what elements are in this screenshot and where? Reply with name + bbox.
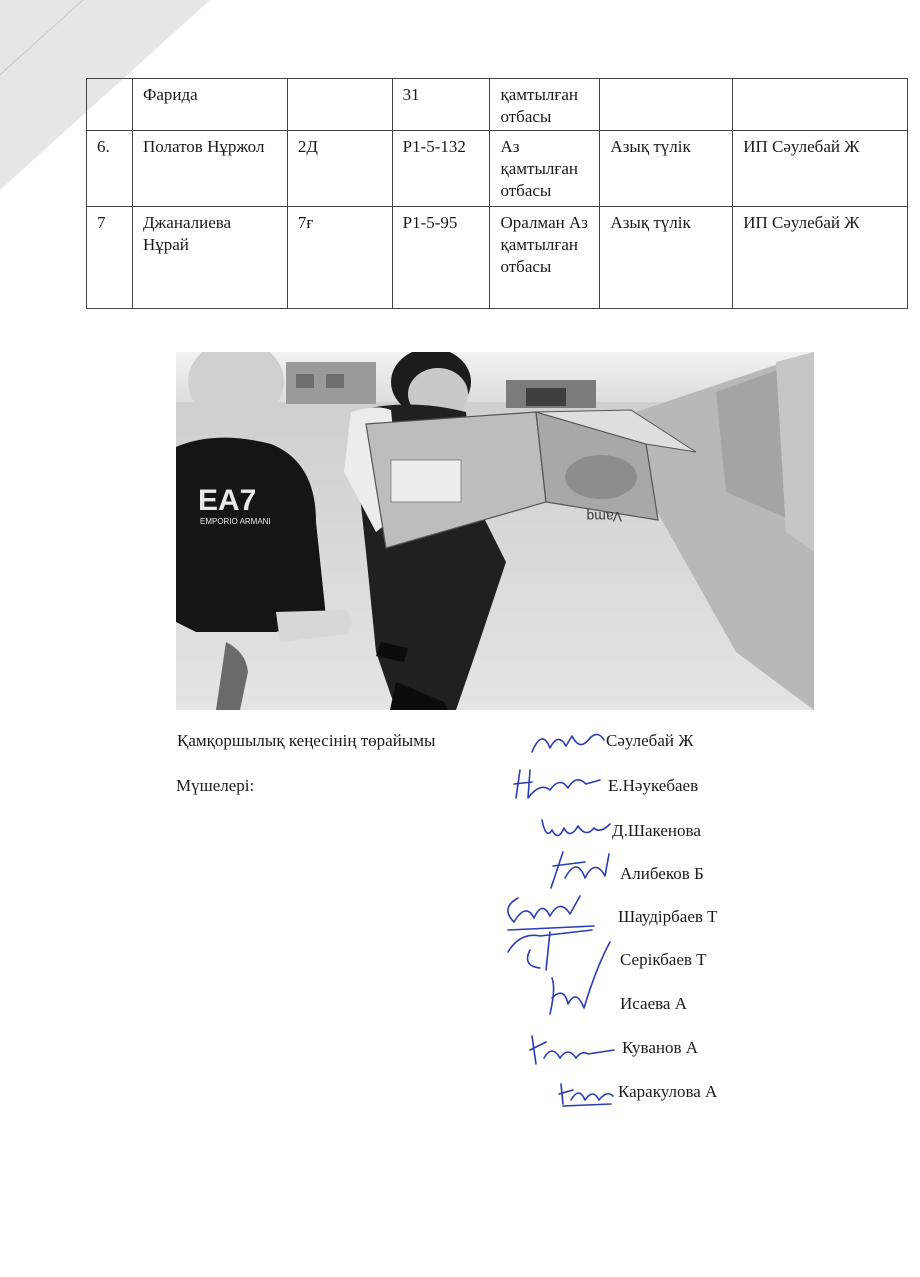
member-name-4: Шаудірбаев Т [618,907,718,926]
student-class: 7ғ [287,207,392,309]
document-code: 31 [392,79,490,131]
aid-recipients-table [86,78,908,309]
signature-chair [528,722,608,762]
signature-8 [555,1074,617,1110]
box-print-text: Vamq [586,509,622,525]
sponsor: ИП Сәулебай Ж [733,131,908,207]
member-name-6: Исаева А [620,994,687,1013]
shirt-brand-text: EMPORIO ARMANI [200,517,271,526]
member-name-7: Куванов А [622,1038,699,1057]
signature-1 [510,762,605,804]
row-number [87,79,133,131]
document-code: Р1-5-132 [392,131,490,207]
student-name: Фарида [132,79,287,131]
signature-2 [538,810,618,846]
member-name-3: Алибеков Б [620,864,704,883]
photo-boys-carrying-box [176,352,814,710]
shirt-logo: EA7 [198,484,257,517]
signature-6 [540,938,620,1024]
table-row [87,207,908,309]
sponsor [733,79,908,131]
member-name-1: Е.Нәукебаев [608,776,699,795]
row-number: 6. [87,131,133,207]
signature-7 [526,1028,616,1070]
member-name-8: Каракулова А [618,1082,718,1101]
member-name-5: Серікбаев Т [620,950,707,969]
student-class: 2Д [287,131,392,207]
table-row [87,79,908,131]
photo-illustration [176,352,814,710]
sponsor: ИП Сәулебай Ж [733,207,908,309]
family-status: қамтылған отбасы [490,79,600,131]
signature-5 [500,922,600,978]
aid-type [600,79,733,131]
family-status: Оралман Аз қамтылған отбасы [490,207,600,309]
member-name-2: Д.Шакенова [612,821,701,840]
student-name: Полатов Нұржол [132,131,287,207]
student-name: Джаналиева Нұрай [132,207,287,309]
members-label: Мүшелері: [176,776,255,795]
aid-type: Азық түлік [600,207,733,309]
aid-type: Азық түлік [600,131,733,207]
signature-4 [498,888,598,936]
family-status: Аз қамтылған отбасы [490,131,600,207]
document-code: Р1-5-95 [392,207,490,309]
chair-label: Қамқоршылық кеңесінің төрайымы [177,731,436,750]
table-row [87,131,908,207]
student-class [287,79,392,131]
row-number: 7 [87,207,133,309]
chair-name: Сәулебай Ж [606,731,694,750]
signature-3 [545,848,615,892]
